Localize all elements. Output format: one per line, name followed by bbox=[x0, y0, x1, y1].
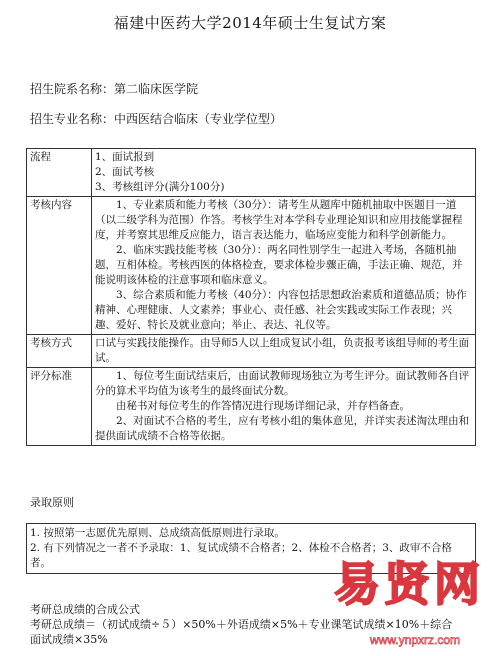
formula-line: 考研总成绩＝（初试成绩÷５）×50%＋外语成绩×5%＋专业课笔试成绩×10%＋综合 bbox=[30, 618, 453, 631]
admission-rule: 1. 按照第一志愿优先原则、总成绩高低原则进行录取。 bbox=[30, 527, 285, 539]
process-step: 1、面试报到 bbox=[95, 151, 155, 163]
content-paragraph: 3、综合素质和能力考核（40分）：内容包括思想政治素质和道德品质；协作精神、心理健康、人文素养；事业心、责任感、社会实践或实际工作表现；兴趣、爱好、特长及就业意向；举止、表达、礼仪等。 bbox=[95, 289, 467, 331]
row-label-method: 考核方式 bbox=[27, 335, 92, 368]
scoring-cell bbox=[92, 368, 476, 446]
scoring-paragraph: 2、对面试不合格的考生，应有考核小组的集体意见，并详实表述淘汰理由和提供面试成绩不合格等依据。 bbox=[95, 415, 470, 442]
row-label-process: 流程 bbox=[27, 149, 92, 197]
admission-rules-box bbox=[26, 523, 476, 574]
scoring-paragraph: 由秘书对每位考生的作答情况进行现场详细记录，并存档备查。 bbox=[116, 400, 410, 412]
process-step: 3、考核组评分(满分100分) bbox=[95, 181, 225, 193]
content-paragraph: 1、专业素质和能力考核（30分）：请考生从题库中随机抽取中医题目一道（以二级学科为范围）作答。考核学生对本学科专业理论知识和应用技能掌握程度，并考察其思维反应能力，语言表达能力，临场应变能力和科学创新能力。 bbox=[95, 199, 463, 241]
major-line: 招生专业名称：中西医结合临床（专业学位型） bbox=[30, 112, 283, 126]
content-cell bbox=[92, 197, 476, 335]
table-row bbox=[27, 335, 476, 368]
department-line: 招生院系名称：第二临床医学院 bbox=[30, 82, 199, 96]
admission-title: 录取原则 bbox=[30, 496, 74, 509]
table-row bbox=[27, 149, 476, 197]
formula-title: 考研总成绩的合成公式 bbox=[30, 603, 140, 616]
process-steps bbox=[92, 149, 476, 197]
table-row bbox=[27, 197, 476, 335]
watermark-domain: www.ynpxrz.com bbox=[370, 633, 461, 647]
document-title: 福建中医药大学2014年硕士生复试方案 bbox=[113, 14, 387, 32]
process-step: 2、面试考核 bbox=[95, 166, 155, 178]
formula-line: 面试成绩×35% bbox=[30, 633, 108, 646]
watermark-text: 易贤网 bbox=[334, 558, 484, 610]
content-paragraph: 2、临床实践技能考核（30分）：两名同性别学生一起进入考场，各随机抽题，互相体检。考核西医的体格检查，要求体检步骤正确，手法正确、规范，并能说明该体检的注意事项和临床意义。 bbox=[95, 244, 463, 286]
method-text: 口试与实践技能操作。由导师5人以上组成复试小组，负责报考该组导师的考生面试。 bbox=[92, 335, 476, 368]
row-label-scoring: 评分标准 bbox=[27, 368, 92, 446]
row-label-content: 考核内容 bbox=[27, 197, 92, 335]
table-row bbox=[27, 368, 476, 446]
exam-plan-table bbox=[26, 148, 476, 446]
admission-rule: 2. 有下列情况之一者不予录取：1、复试成绩不合格者；2、体检不合格者；3、政审不合格者。 bbox=[30, 542, 452, 569]
score-formula bbox=[30, 602, 480, 647]
scoring-paragraph: 1、每位考生面试结束后，由面试教师现场独立为考生评分。面试教师各自评分的算术平均值为该考生的最终面试分数。 bbox=[95, 370, 470, 397]
